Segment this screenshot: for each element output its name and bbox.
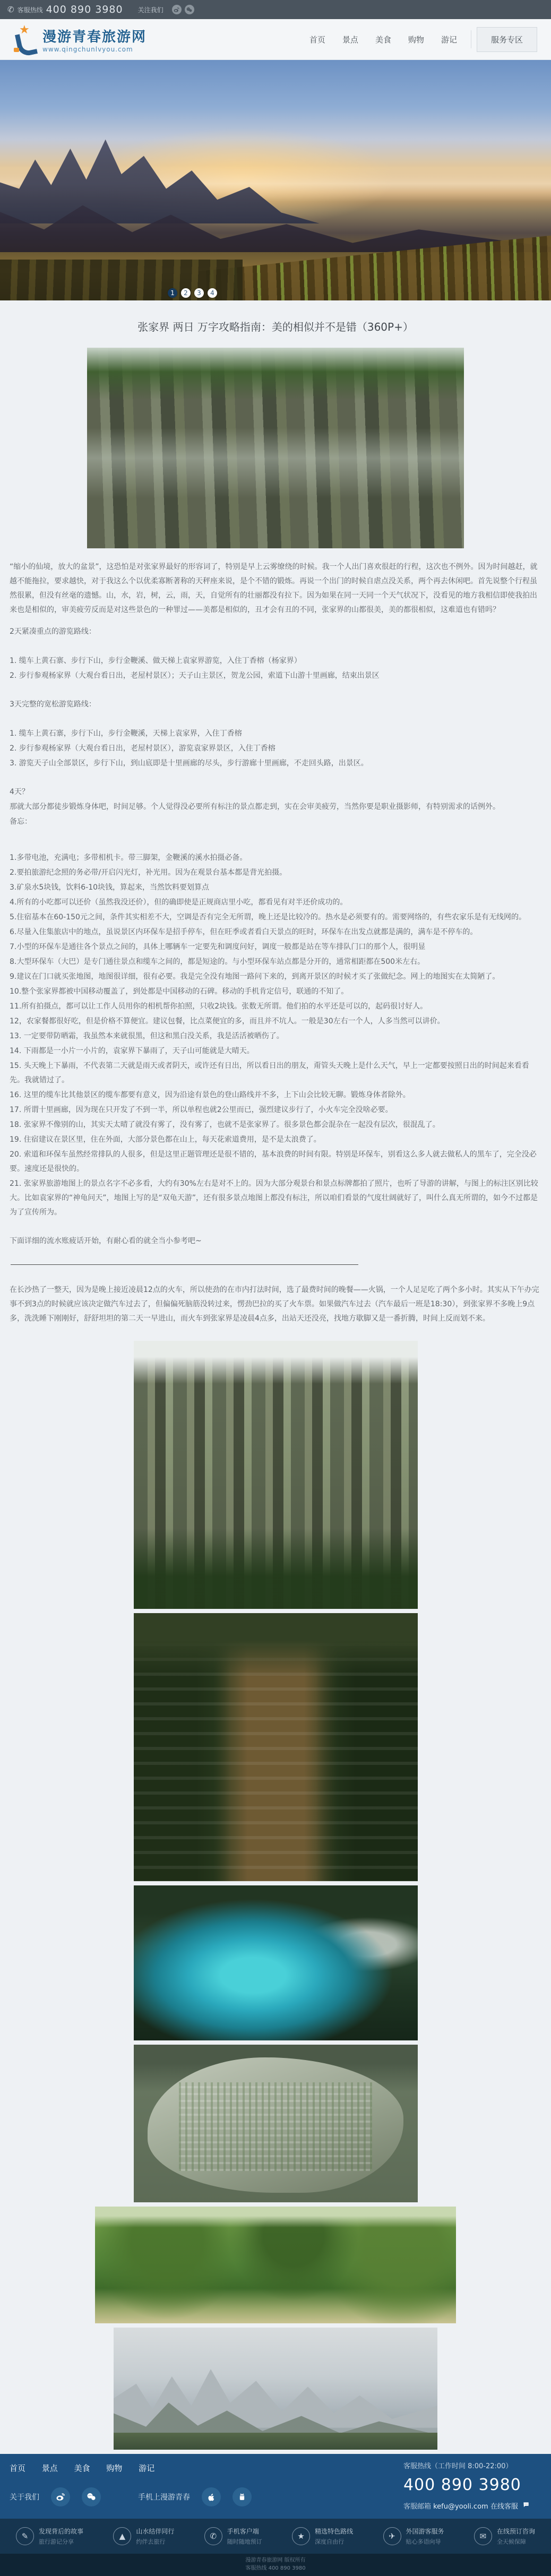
mountain-icon: ▲ xyxy=(113,2527,131,2545)
route3-item: 3. 游览天子山全部景区，步行下山，到山底即是十里画廊的尽头，步行游廊十里画廊，不走回头路，出景区。 xyxy=(10,759,368,768)
section-divider xyxy=(11,1264,358,1265)
footer-hotline-label: 客服热线（工作时间 8:00-22:00） xyxy=(403,2462,513,2470)
footer-nav-spots[interactable]: 景点 xyxy=(41,2463,58,2473)
article-image-forest-stream xyxy=(134,1613,418,1881)
nav-spots[interactable]: 景点 xyxy=(342,35,358,45)
online-service-link[interactable]: 在线客服 xyxy=(490,2503,518,2511)
nav-shopping[interactable]: 购物 xyxy=(408,35,424,45)
article-image-inscribed-stone xyxy=(134,2045,418,2202)
article-image-peaks-panorama xyxy=(87,348,464,548)
copyright-line: 漫游青春旅游网 版权所有 xyxy=(245,2557,306,2563)
tip-item: 9.建议在门口就买张地图，地图很详细，很有必要。我是完全没有地图一路问下来的，到离开景区的时候才买了张做纪念。网上的地图实在太简陋了。 xyxy=(10,972,500,981)
carousel-pagination xyxy=(168,288,217,298)
pager-dot-4[interactable]: 4 xyxy=(208,288,217,298)
plane-icon: ✈ xyxy=(383,2527,401,2545)
carved-text-texture xyxy=(179,2082,372,2170)
site-url: www.qingchunlvyou.com xyxy=(42,45,133,53)
copyright-bar xyxy=(0,2554,551,2576)
service-item-stories[interactable]: ✎ 发现背后的故事 旅行游记分享 xyxy=(16,2527,83,2546)
tip-item: 6.尽量入住集旅店中的地点，虽说景区内环保车是招手停车，但在旺季或者看白天景点的旺时，环保车在出发点就都是满的，满车是不停车的。 xyxy=(10,928,478,936)
site-header xyxy=(0,19,551,60)
footer-nav-shopping[interactable]: 购物 xyxy=(106,2463,123,2473)
tip-item: 13. 一定要带防晒霜，我虽然本来就很黑，但这和黑白没关系，我是活活被晒伤了。 xyxy=(10,1032,284,1040)
site-logo[interactable] xyxy=(14,25,147,53)
logo-icon xyxy=(14,25,37,53)
tip-item: 21. 张家界旅游地图上的景点名字不必多看，大约有30%左右是对不上的。因为大部分观景台和景点标牌都拍了照片，也听了导游的讲解，与图上的标注区别比较大。比如袁家界的“神龟问天”，地图上写的是“双龟天游”，还有很多景点地图上都没有标注，所以咱们看景的气度壮阔就好了，叫什么真无所谓的，如今不过都是为了宣传所为。 xyxy=(10,1179,538,1217)
main-nav xyxy=(301,27,537,52)
service-item-booking[interactable]: ✉ 在线预订咨询 全天候保障 xyxy=(474,2527,535,2546)
route2-item: 1. 缆车上黄石寨、步行下山，步行金鞭溪、做天梯上袁家界游览，入住丁香榕（杨家界） xyxy=(10,657,302,665)
footer-services-strip xyxy=(0,2519,551,2554)
article-image-peaks-vertical xyxy=(134,1341,418,1609)
hero-carousel xyxy=(0,60,551,300)
tip-item: 12，农家餐都很好吃，但是价格不算便宜。建议包餐，比点菜便宜的多，而且并不坑人。一般是30左右一个人，人多当然可以讲价。 xyxy=(10,1017,445,1026)
tip-item: 19. 住宿建议在景区里，住在外面，大部分景色都在山上，每天花索道费用，是不是太浪费了。 xyxy=(10,1135,321,1144)
article-title: 张家界 两日 万字攻略指南：美的相似并不是错（360P+） xyxy=(137,321,414,333)
route3-item: 2. 步行参观杨家界（大观台看日出，老屋村景区），游览袁家界景区，入住丁香榕 xyxy=(10,744,276,753)
topbar xyxy=(0,0,551,19)
service-item-mobile-app[interactable]: ✆ 手机客户端 随时随地预订 xyxy=(204,2527,262,2546)
memo-heading: 备忘： xyxy=(10,817,32,826)
route2-heading: 2天紧凑重点的游览路线： xyxy=(10,627,96,636)
hotline-number: 400 890 3980 xyxy=(46,4,123,15)
tip-item: 16. 这里的缆车比其他景区的缆车都要有意义，因为沿途有景色的登山路线并不多，上下山会比较无聊。锻炼身体者除外。 xyxy=(10,1091,410,1099)
pager-dot-1[interactable]: 1 xyxy=(168,288,177,298)
tip-item: 17. 所谓十里画廊，因为现在只开发了不到一半，所以单程也就2公里而已，强烈建议步行了，小火车完全没啥必要。 xyxy=(10,1106,393,1114)
service-zone-button[interactable]: 服务专区 xyxy=(477,27,537,52)
route3-item: 1. 缆车上黄石寨，步行下山，步行金鞭溪，天梯上袁家界，入住丁香榕 xyxy=(10,729,242,738)
envelope-icon: ✉ xyxy=(474,2527,492,2545)
tip-item: 4.所有的小吃都可以还价（虽然我没还价），但的确即使是正规商店里小吃，都看见有对半还价成功的。 xyxy=(10,898,348,907)
route2-item: 2. 步行参观杨家界（大观台看日出，老屋村景区）；天子山主景区，贺龙公园，索道下山游十里画廊，结束出景区 xyxy=(10,671,380,680)
article-image-green-park xyxy=(95,2207,456,2323)
tip-item: 10.整个张家界都被中国移动覆盖了，到处都是中国移动的石碑。移动的手机肯定信号，联通的不知了。 xyxy=(10,987,349,996)
footer-nav-home[interactable]: 首页 xyxy=(10,2463,26,2473)
weibo-icon[interactable] xyxy=(51,2487,70,2506)
chat-bubble-icon[interactable] xyxy=(522,2501,530,2511)
tip-item: 5.住宿基本在60-150元之间，条件其实相差不大，空调是否有完全无所谓，晚上还是比较冷的。热水是必须要有的。需要网络的，有些农家乐是有无线网的。 xyxy=(10,913,526,921)
phone-icon: ✆ xyxy=(7,5,14,14)
star-icon: ★ xyxy=(19,23,30,37)
tip-item: 14. 下雨都是一小片一小片的，袁家界下暴雨了，天子山可能就是大晴天。 xyxy=(10,1047,254,1055)
article-image-misty-peaks xyxy=(114,2328,437,2450)
article-content xyxy=(0,300,551,2450)
tip-item: 7.小型的环保车是通往各个景点之间的，具体上哪辆车一定要先和调度问好，调度一般都是站在等车排队门口的那个人，很明显 xyxy=(10,943,426,951)
service-item-companions[interactable]: ▲ 山水结伴同行 约伴去旅行 xyxy=(113,2527,174,2546)
article-image-blue-pond xyxy=(134,1885,418,2040)
route3-heading: 3天完整的宽松游览路线： xyxy=(10,700,96,709)
pager-dot-2[interactable]: 2 xyxy=(181,288,191,298)
tip-item: 18. 张家界不像别的山，其实天太晴了就没有雾了，没有雾了，也就不是张家界了。很多景色都会混杂在一起没有层次，很混乱了。 xyxy=(10,1121,440,1129)
nav-home[interactable]: 首页 xyxy=(309,35,325,45)
tip-item: 3.矿泉水5块钱，饮料6-10块钱，算起来，当然饮料要划算点 xyxy=(10,883,210,892)
day4-paragraph: 那就大部分都徒步锻炼身体吧，时间足够。个人觉得没必要所有标注的景点都走到，实在会审美疲劳，当然你要是职业摄影师，有特别需求的话例外。 xyxy=(10,803,500,811)
email-label: 客服邮箱 xyxy=(403,2503,431,2511)
closing-paragraph: 在长沙热了一整天，因为是晚上接近凌晨12点的火车，所以使劲的在市内打法时间，选了最费时间的晚餐——火锅，一个人足足吃了两个多小时。其实从下午办完事不到3点的时候就应该决定做汽车过去了，但偏偏死脑筋没转过来，愣劲巴拉的买了火车票。如果做汽车过去（汽车最后一班是18:30），到张家界不多晚上9点多，洗洗睡下刚刚好，舒舒坦坦的第二天一早进山，而火车到张家界是凌晨4点多，出站天还没亮，找地方歇脚又是一番折腾，时间上反而划不来。 xyxy=(10,1286,539,1323)
weibo-icon[interactable] xyxy=(172,5,182,14)
footer-nav-food[interactable]: 美食 xyxy=(74,2463,90,2473)
android-icon[interactable] xyxy=(233,2487,252,2506)
nav-travelogue[interactable]: 游记 xyxy=(441,35,457,45)
tip-item: 1.多带电池，充满电；多带相机卡。带三脚架，金鞭溪的溪水拍摄必备。 xyxy=(10,854,247,862)
wechat-icon[interactable] xyxy=(185,5,194,14)
nav-food[interactable]: 美食 xyxy=(375,35,391,45)
pencil-icon: ✎ xyxy=(16,2527,34,2545)
site-footer xyxy=(0,2454,551,2519)
tip-item: 20. 索道和环保车虽然经常排队的人很多，但是这里正题管理还是很不错的，基本浪费的时间有限。特别是环保车，别看这么多人就去做私人的黑车了，完全没必要。速度还是很快的。 xyxy=(10,1150,537,1173)
tip-item: 15. 头天晚上下暴雨，不代表第二天就是雨天或者阴天，或许还有日出，所以看日出的朋友，甭管头天晚上是什么天气，早上一定都要按照日出的时间起来看看先。我就错过了。 xyxy=(10,1062,529,1084)
tip-item: 11.所有拍摄点，都可以让工作人员用你的相机帮你拍照，只收2块钱。张数无所谓。他们拍的水平还是可以的，起码很讨好人。 xyxy=(10,1002,428,1011)
email-address[interactable]: kefu@yooli.com xyxy=(433,2503,488,2511)
tip-item: 2.要拍旅游纪念照的务必带/开启闪光灯，补光用。因为在观景台基本都是背光拍摄。 xyxy=(10,868,287,877)
intro-paragraph: “缩小的仙境，放大的盆景”，这恐怕是对张家界最好的形容词了，特别是早上云雾缭绕的时候。我一个人出门喜欢很赶的行程，这次也不例外。因为时间越赶，就越不能拖拉，要求越快，对于我这么个以优柔寡断著称的天秤座来说，是个不错的锻炼。再说一个出门的时候自虐点没关系，两个再去休闲吧。首先说整个行程虽然很累，但没有丝毫的遗憾。山，水，岩，树，云，雨，天，自觉所有的壮丽都没有拉下。因为如果在同一天同一个天气状况下，没看见的地方我相信即使我拍出来也是相似的，审美疲劳反而是对这些景色的一种罪过——美都是相似的，丑才会有丑的不同，张家界的山都很美，美的都很相似，这难道也有错吗？ xyxy=(10,563,538,614)
footer-hotline-number: 400 890 3980 xyxy=(403,2476,521,2494)
pager-dot-3[interactable]: 3 xyxy=(194,288,204,298)
apple-icon[interactable] xyxy=(202,2487,221,2506)
hotline-label: 客服热线 xyxy=(17,6,43,14)
star-icon: ★ xyxy=(292,2527,310,2545)
tip-item: 8.大型环保车（大巴）是专门通往景点和缆车之间的，都是短途的。与小型环保车站点都是分开的，通常相距都在500米左右。 xyxy=(10,958,425,966)
day4-heading: 4天？ xyxy=(10,788,29,796)
phone-icon: ✆ xyxy=(204,2527,222,2545)
site-name: 漫游青春旅游网 xyxy=(42,29,147,45)
follow-us-label: 关注我们 xyxy=(137,6,163,14)
service-item-foreign-guests[interactable]: ✈ 外国游客服务 贴心多语向导 xyxy=(383,2527,444,2546)
mobile-app-label: 手机上漫游青春 xyxy=(138,2493,190,2502)
wechat-icon[interactable] xyxy=(82,2487,101,2506)
pre-divider-note: 下面详细的流水账疲话开始，有耐心看的就全当小参考吧~ xyxy=(10,1237,202,1245)
service-item-routes[interactable]: ★ 精选特色路线 深度自由行 xyxy=(292,2527,353,2546)
copyright-hotline: 客服热线 400 890 3980 xyxy=(245,2565,306,2571)
about-us-link[interactable]: 关于我们 xyxy=(10,2493,39,2502)
footer-nav-travelogue[interactable]: 游记 xyxy=(139,2463,155,2473)
